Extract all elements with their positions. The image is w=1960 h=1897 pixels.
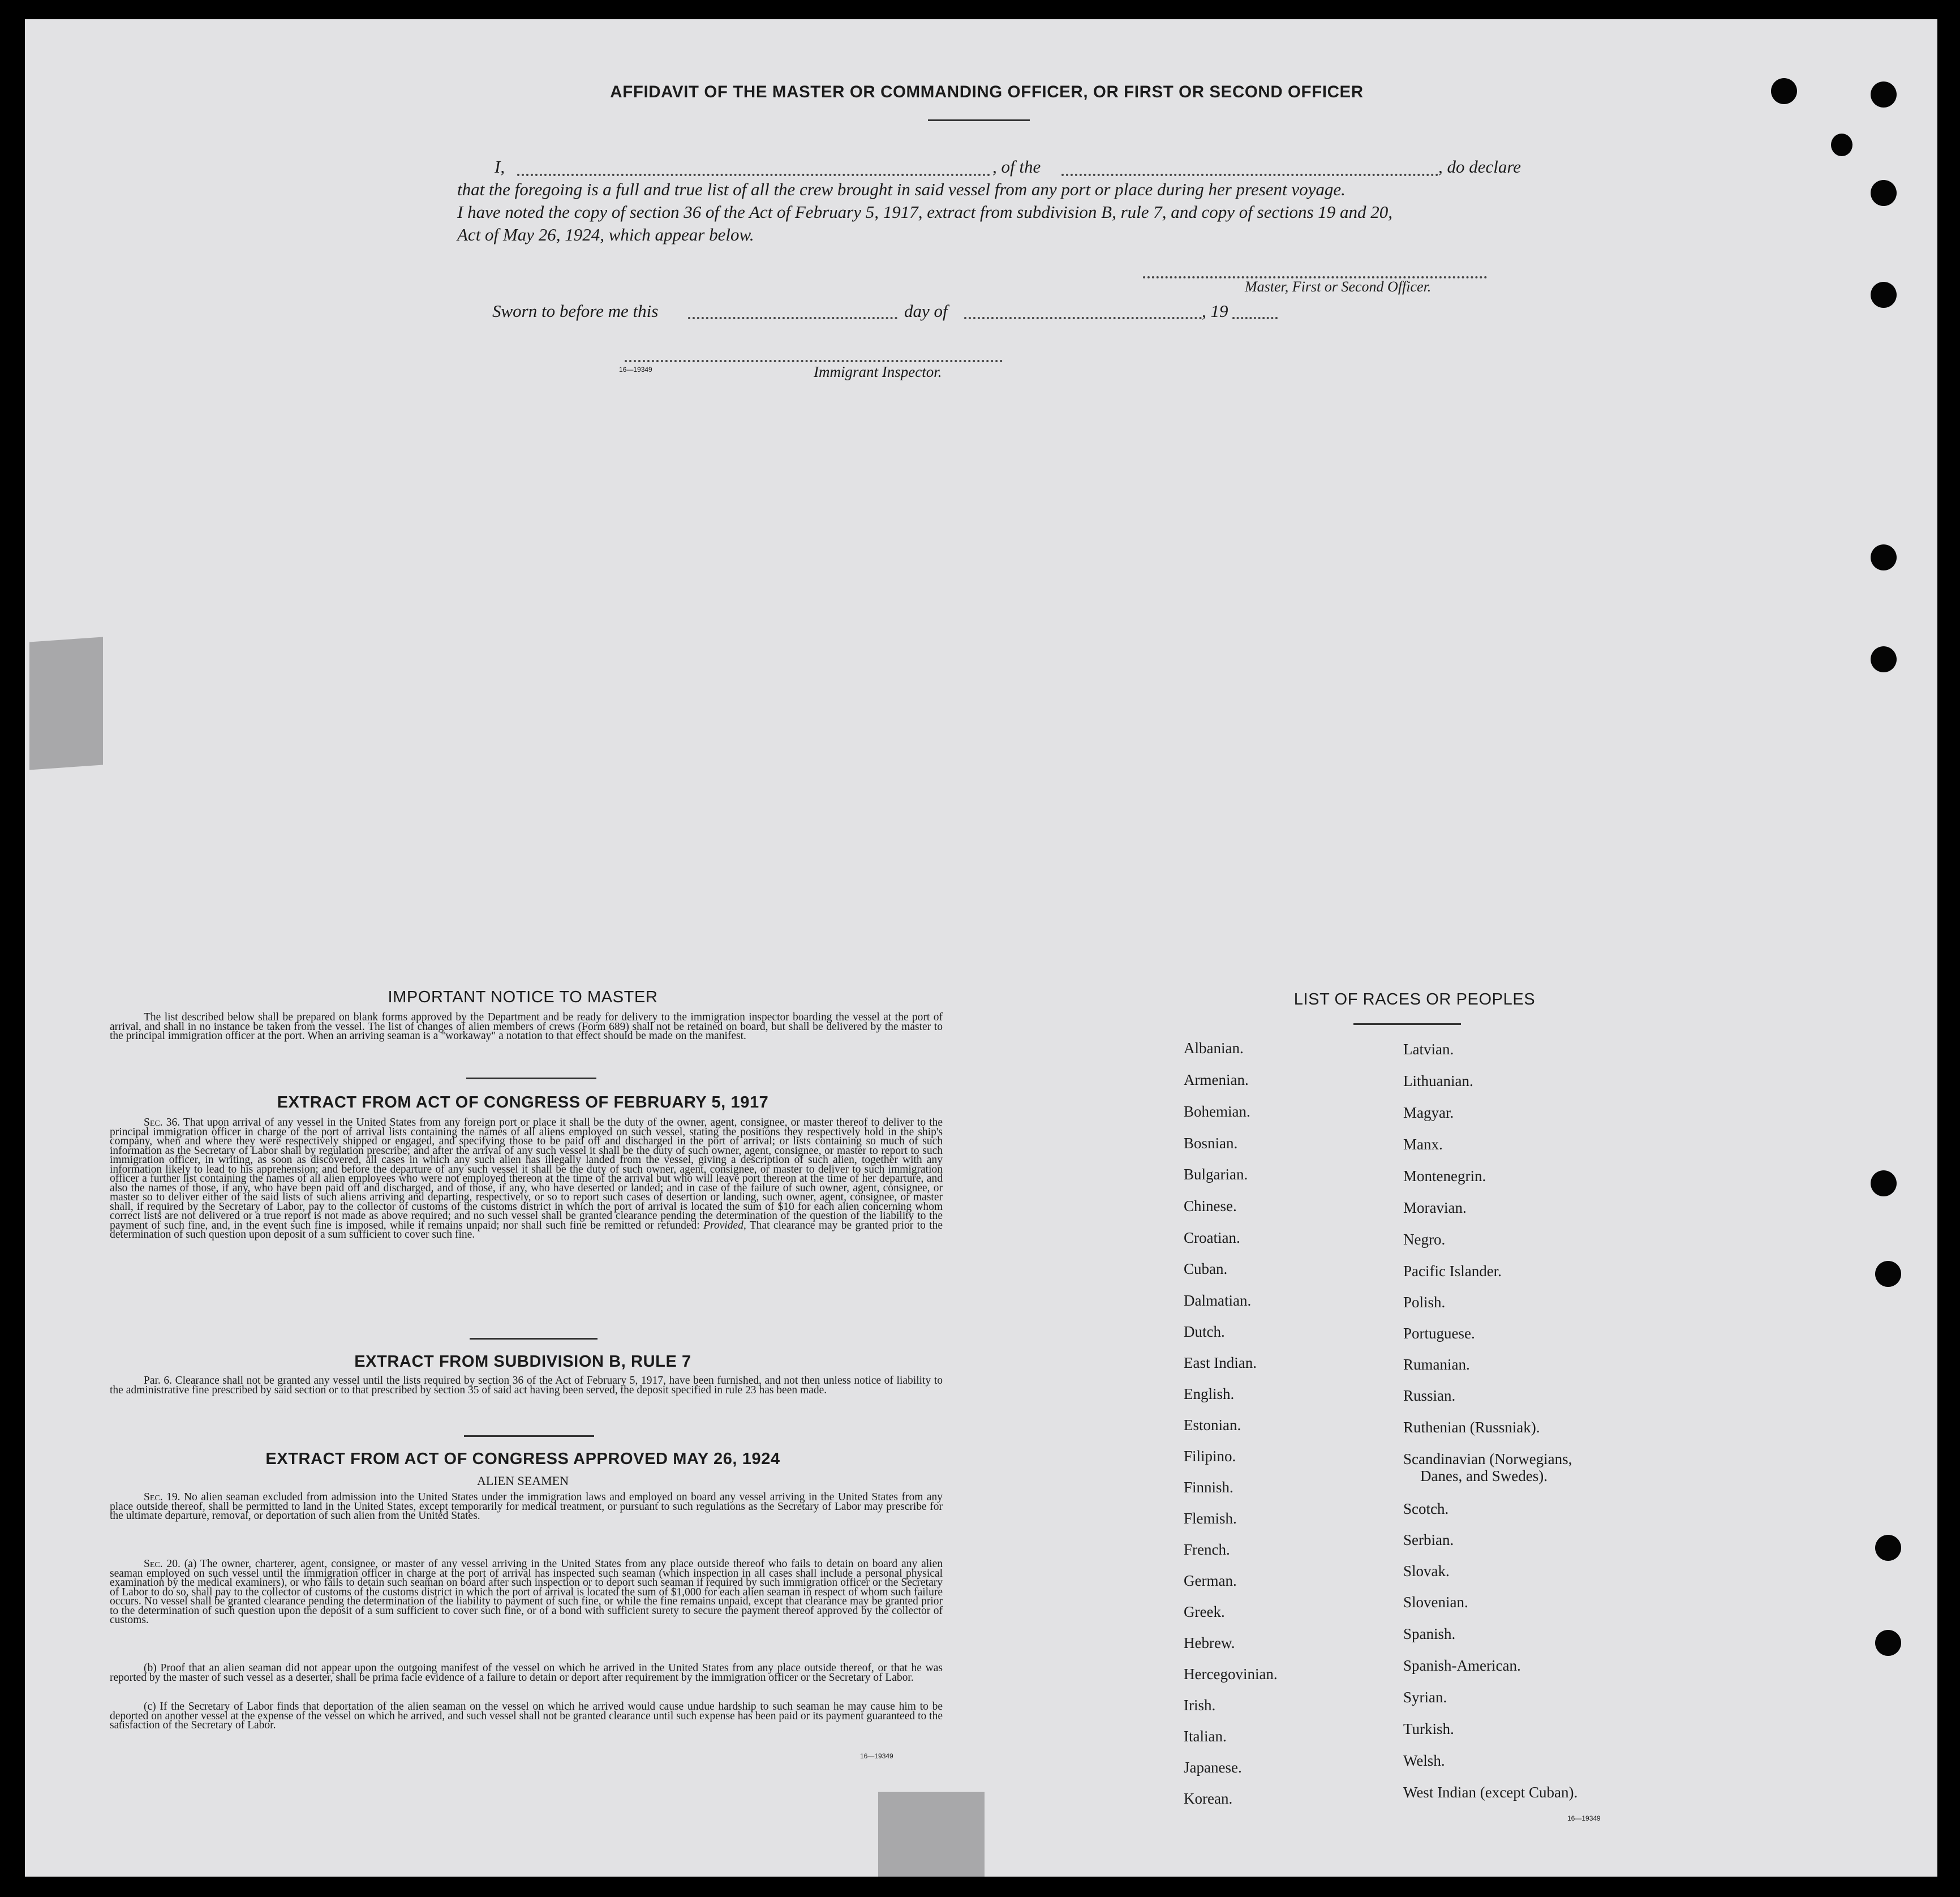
- sec-20a-body: [110, 1560, 943, 1625]
- punch-hole-2: [1871, 180, 1897, 206]
- rule7-body: Par. 6. Clearance shall not be granted any vessel until the lists required by section 36 of the Act of February 5, 1917, have been furnished, and not then unless notice of liability to the administrative fine prescribed by said section or to that prescribed by section 35 of said act having been served, the deposit specified in rule 23 has been made.: [110, 1375, 943, 1396]
- extract-1917-rule: [470, 1338, 598, 1340]
- inspector-caption: Immigrant Inspector.: [814, 363, 942, 380]
- race-item: Finnish.: [1184, 1479, 1233, 1496]
- race-item: Portuguese.: [1403, 1325, 1475, 1342]
- rule7-heading: EXTRACT FROM SUBDIVISION B, RULE 7: [354, 1353, 691, 1371]
- name-blank[interactable]: [517, 174, 990, 176]
- race-item: Scandinavian (Norwegians,: [1403, 1450, 1572, 1467]
- race-item: Latvian.: [1403, 1041, 1454, 1058]
- race-item: Bohemian.: [1184, 1103, 1250, 1120]
- race-item: Rumanian.: [1403, 1356, 1470, 1373]
- notice-rule: [466, 1078, 596, 1079]
- race-item: Japanese.: [1184, 1759, 1242, 1776]
- day-of-label: day of: [904, 301, 948, 321]
- punch-hole-right-1: [1871, 81, 1897, 108]
- sec-36-text: That upon arrival of any vessel in the United States from any foreign port or place it shall be the duty of the owner, agent, consignee, or master thereof to deliver to the principal immigration officer in charge of the port of arrival lists containing the names of all aliens employed on such vessel, stating the positions they respectively hold in the ship's company, when and where they were respectively shipped or engaged, and specifying those to be paid off and discharged in the port of arrival; or lists containing so much of such information as the Secretary of Labor shall by regulation prescribe; and after the arrival of any such vessel it shall be the duty of such owner, agent, consignee, or master to report to such immigration officer, in writing, as soon as discovered, all cases in which any such alien has illegally landed from the vessel, giving a description of such alien, together with any information likely to lead to his apprehension; and before the departure of any such vessel it shall be the duty of such owner, agent, consignee, or master to deliver to such immigration officer a further list containing the names of all alien employees who were not employed thereon at the time of the arrival but who will leave port thereon at the time of her departure, and also the names of those, if any, who have been paid off and discharged, and of those, if any, who have deserted or landed; and in case of the failure of such owner, agent, consignee, or master so to deliver either of the said lists of such aliens arriving and departing, respectively, or so to report such cases of desertion or landing, such owner, agent, consignee, or master shall, if required by the Secretary of Labor, pay to the collector of customs of the customs district in which the port of arrival is located the sum of $10 for each alien concerning whom correct lists are not delivered or a true report is not made as above required; and no such vessel shall be granted clearance pending the determination of the question of the liability to the payment of such fine, and, in the event such fine is imposed, while it remains unpaid; nor shall such fine be remitted or refunded:: [110, 1117, 943, 1231]
- race-item: Negro.: [1403, 1231, 1446, 1248]
- race-item: West Indian (except Cuban).: [1403, 1784, 1578, 1801]
- races-heading: LIST OF RACES OR PEOPLES: [1293, 990, 1536, 1008]
- sworn-line: [492, 300, 1284, 323]
- rule7-rule: [464, 1435, 594, 1437]
- alien-seamen-subheading: ALIEN SEAMEN: [477, 1474, 569, 1488]
- race-item: Turkish.: [1403, 1720, 1454, 1737]
- tape-mark-bottom: [878, 1792, 985, 1877]
- race-item: Manx.: [1403, 1136, 1443, 1153]
- punch-hole-5: [1871, 646, 1897, 672]
- punch-hole-8: [1875, 1535, 1901, 1561]
- race-item: Albanian.: [1184, 1040, 1244, 1057]
- i-label: I,: [495, 157, 505, 177]
- punch-hole-4: [1871, 544, 1897, 570]
- inspector-blank[interactable]: [625, 360, 1003, 362]
- extract-1917-heading: EXTRACT FROM ACT OF CONGRESS OF FEBRUARY 5, 1917: [277, 1093, 769, 1111]
- affidavit-title: AFFIDAVIT OF THE MASTER OR COMMANDING OFFICER, OR FIRST OR SECOND OFFICER: [610, 83, 1364, 101]
- punch-hole-7: [1875, 1261, 1901, 1287]
- sworn-label: Sworn to before me this: [492, 301, 659, 321]
- race-item: German.: [1184, 1572, 1237, 1589]
- document-page: [25, 19, 1937, 1877]
- sec-20c-body: (c) If the Secretary of Labor finds that deportation of the alien seaman on the vessel on which he arrived would cause undue hardship to such seaman he may cause him to be deported on another vessel at the expense of the vessel on which he arrived, and such vessel shall not be granted clearance until such expense has been paid or its payment guaranteed to the satisfaction of the Secretary of Labor.: [110, 1701, 943, 1731]
- race-item: Welsh.: [1403, 1752, 1445, 1769]
- year-label: , 19: [1202, 301, 1228, 321]
- races-rule: [1353, 1023, 1461, 1025]
- race-item: Croatian.: [1184, 1229, 1240, 1246]
- sec-36-label: Sec. 36.: [144, 1117, 180, 1128]
- sec-20-label: Sec. 20.: [144, 1558, 180, 1570]
- title-rule: [928, 119, 1030, 121]
- race-item: Chinese.: [1184, 1198, 1237, 1214]
- sec-20a-text: (a) The owner, charterer, agent, consignee, or master of any vessel arriving in the United States from any place outside thereof who fails to detain on board any alien seaman employed on such vessel until the immigration officer in charge at the port of arrival has inspected such seaman (which inspection in all cases shall include a personal physical examination by the medical examiners), or who fails to detain such seaman on board after such inspection or to deport such seaman if required by such immigration officer or the Secretary of Labor to do so, shall pay to the collector of customs of the customs district in which the port of arrival is located the sum of $1,000 for each alien seaman in respect of whom such failure occurs. No vessel shall be granted clearance pending the determination of the liability to payment of such fine, or while the fine remains unpaid, except that clearance may be granted prior to the determination of such question upon the deposit of a sum sufficient to cover such fine, or of a bond with sufficient surety to secure the payment thereof approved by the collector of customs.: [110, 1558, 943, 1626]
- race-item: Hebrew.: [1184, 1634, 1235, 1651]
- race-item: English.: [1184, 1385, 1235, 1402]
- affidavit-line-3: I have noted the copy of section 36 of the Act of February 5, 1917, extract from subdivision B, rule 7, and copy of sections 19 and 20,: [457, 202, 1393, 222]
- race-item: Pacific Islander.: [1403, 1263, 1502, 1280]
- race-item: Slovak.: [1403, 1563, 1450, 1580]
- vessel-blank[interactable]: [1061, 174, 1438, 176]
- race-item: Scotch.: [1403, 1500, 1449, 1517]
- sec-19-body: [110, 1493, 943, 1521]
- race-item: Dutch.: [1184, 1323, 1225, 1340]
- affidavit-line-4: Act of May 26, 1924, which appear below.: [457, 225, 754, 244]
- race-item: Flemish.: [1184, 1510, 1237, 1527]
- race-item: Bosnian.: [1184, 1135, 1238, 1152]
- race-item: Polish.: [1403, 1294, 1446, 1311]
- race-item: Italian.: [1184, 1728, 1227, 1745]
- punch-hole-9: [1875, 1630, 1901, 1656]
- race-item: Armenian.: [1184, 1071, 1249, 1088]
- race-item: Korean.: [1184, 1790, 1233, 1807]
- signature-caption: Master, First or Second Officer.: [1245, 278, 1432, 295]
- race-item: Spanish-American.: [1403, 1657, 1521, 1674]
- race-item: Slovenian.: [1403, 1594, 1468, 1611]
- tape-mark-left: [29, 637, 103, 770]
- month-blank[interactable]: [964, 317, 1202, 319]
- race-item: Montenegrin.: [1403, 1168, 1486, 1184]
- race-item: Cuban.: [1184, 1260, 1228, 1277]
- race-item: Hercegovinian.: [1184, 1666, 1278, 1683]
- notice-body: The list described below shall be prepared on blank forms approved by the Department and be ready for delivery to the immigration inspector boarding the vessel at the port of arrival, and shall in no instance be taken from the vessel. The list of changes of alien members of crews (Form 689) shall not be retained on board, but shall be delivered by the master to the principal immigration officer at the port. When an arriving seaman is a "workaway" a notation to that effect should be made on the manifest.: [110, 1011, 943, 1042]
- extract-1917-body: [110, 1118, 943, 1240]
- races-form-number: 16—19349: [1567, 1814, 1601, 1822]
- race-item: Moravian.: [1403, 1199, 1467, 1216]
- notice-heading: IMPORTANT NOTICE TO MASTER: [388, 988, 658, 1006]
- race-item: Spanish.: [1403, 1625, 1456, 1642]
- race-item: Russian.: [1403, 1387, 1456, 1404]
- race-item: French.: [1184, 1541, 1230, 1558]
- day-blank[interactable]: [688, 317, 897, 319]
- affidavit-line-2: that the foregoing is a full and true list of all the crew brought in said vessel from any port or place during her present voyage.: [457, 179, 1346, 199]
- race-item: Danes, and Swedes).: [1420, 1467, 1548, 1484]
- of-the-label: , of the: [992, 157, 1041, 177]
- sec-36-end: That clearance may be granted prior to the determination of such question upon deposit of a sum sufficient to cover such fine.: [110, 1219, 943, 1241]
- race-item: Magyar.: [1403, 1104, 1454, 1121]
- race-item: Lithuanian.: [1403, 1072, 1473, 1089]
- punch-hole-3: [1871, 282, 1897, 308]
- race-item: Dalmatian.: [1184, 1292, 1252, 1309]
- do-declare-label: , do declare: [1438, 157, 1521, 177]
- race-item: Estonian.: [1184, 1417, 1241, 1434]
- race-item: East Indian.: [1184, 1354, 1257, 1371]
- declarant-line: [495, 156, 1536, 178]
- extract-form-number: 16—19349: [860, 1752, 893, 1760]
- extract-1924-heading: EXTRACT FROM ACT OF CONGRESS APPROVED MAY 26, 1924: [265, 1450, 780, 1468]
- race-item: Ruthenian (Russniak).: [1403, 1419, 1540, 1436]
- punch-hole-6: [1871, 1170, 1897, 1196]
- punch-hole-left-1: [1771, 78, 1797, 104]
- race-item: Irish.: [1184, 1697, 1216, 1714]
- sec-19-label: Sec. 19.: [144, 1491, 180, 1503]
- year-blank[interactable]: [1232, 317, 1278, 319]
- sec-19-text: No alien seaman excluded from admission into the United States under the immigration laws and employed on board any vessel arriving in the United States from any place outside thereof, shall be permitted to land in the United States, except temporarily for medical treatment, or pursuant to such regulations as the Secretary of Labor may prescribe for the ultimate departure, removal, or deportation of such alien from the United States.: [110, 1491, 943, 1522]
- sec-20b-body: (b) Proof that an alien seaman did not appear upon the outgoing manifest of the vessel on which he arrived in the United States from any place outside thereof, or that he was reported by the master of such vessel as a deserter, shall be prima facie evidence of a failure to detain or deport after requirement by the immigration officer or the Secretary of Labor.: [110, 1662, 943, 1684]
- affidavit-form-number: 16—19349: [619, 366, 652, 374]
- provided-word: Provided,: [703, 1219, 746, 1231]
- race-item: Greek.: [1184, 1603, 1225, 1620]
- race-item: Bulgarian.: [1184, 1166, 1248, 1183]
- race-item: Filipino.: [1184, 1448, 1236, 1465]
- race-item: Serbian.: [1403, 1531, 1454, 1548]
- punch-hole-mid: [1831, 134, 1852, 156]
- race-item: Syrian.: [1403, 1689, 1447, 1706]
